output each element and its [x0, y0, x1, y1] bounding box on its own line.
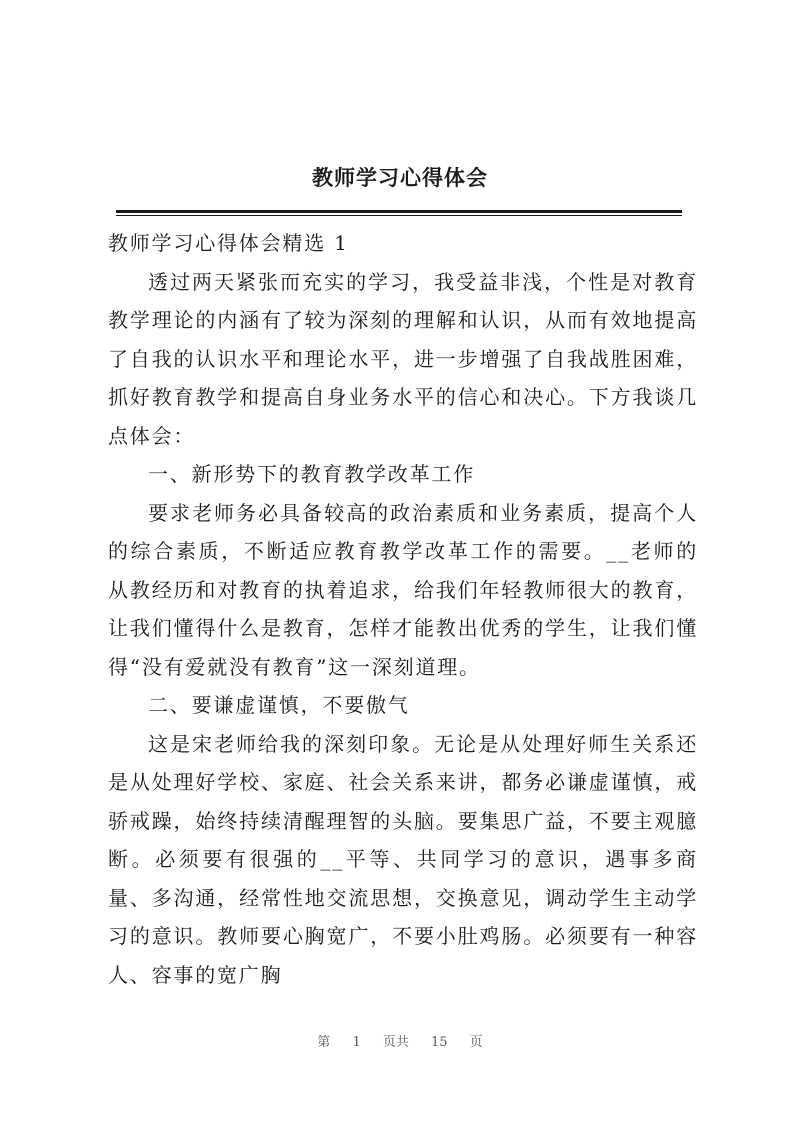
footer-label-of: 页共 [382, 1035, 409, 1050]
document-title: 教师学习心得体会 [312, 165, 488, 190]
paragraph-section-1: 要求老师务必具备较高的政治素质和业务素质，提高个人的综合素质，不断适应教育教学改革工作的需要。__老师的从教经历和对教育的执着追求，给我们年轻教师很大的教育，让我们懂得什么是教育，怎样才能教出优秀的学生，让我们懂得“没有爱就没有教育”这一深刻道理。 [108, 500, 698, 679]
heading-section-1: 一、新形势下的教育教学改革工作 [148, 462, 475, 486]
page-footer [0, 1031, 800, 1050]
title-divider-thin [116, 215, 682, 216]
footer-label-pages: 页 [469, 1035, 483, 1050]
heading-section-2: 二、要谦虚谨慎，不要傲气 [148, 693, 410, 717]
document-body [108, 224, 698, 994]
title-divider-thick [116, 210, 682, 213]
footer-label-page: 第 [317, 1035, 331, 1050]
footer-page-number: 1 [352, 1035, 361, 1050]
section-subtitle: 教师学习心得体会精选 1 [108, 231, 349, 255]
paragraph-section-2: 这是宋老师给我的深刻印象。无论是从处理好师生关系还是从处理好学校、家庭、社会关系来讲，都务必谦虚谨慎，戒骄戒躁，始终持续清醒理智的头脑。要集思广益，不要主观臆断。必须要有很强的__平等、共同学习的意识，遇事多商量、多沟通，经常性地交流思想，交换意见，调动学生主动学习的意识。教师要心胸宽广，不要小肚鸡肠。必须要有一种容人、容事的宽广胸 [108, 731, 698, 987]
paragraph-intro: 透过两天紧张而充实的学习，我受益非浅，个性是对教育教学理论的内涵有了较为深刻的理解和认识，从而有效地提高了自我的认识水平和理论水平，进一步增强了自我战胜困难，抓好教育教学和提高自身业务水平的信心和决心。下方我谈几点体会： [108, 269, 698, 448]
footer-total-pages: 15 [431, 1035, 448, 1050]
